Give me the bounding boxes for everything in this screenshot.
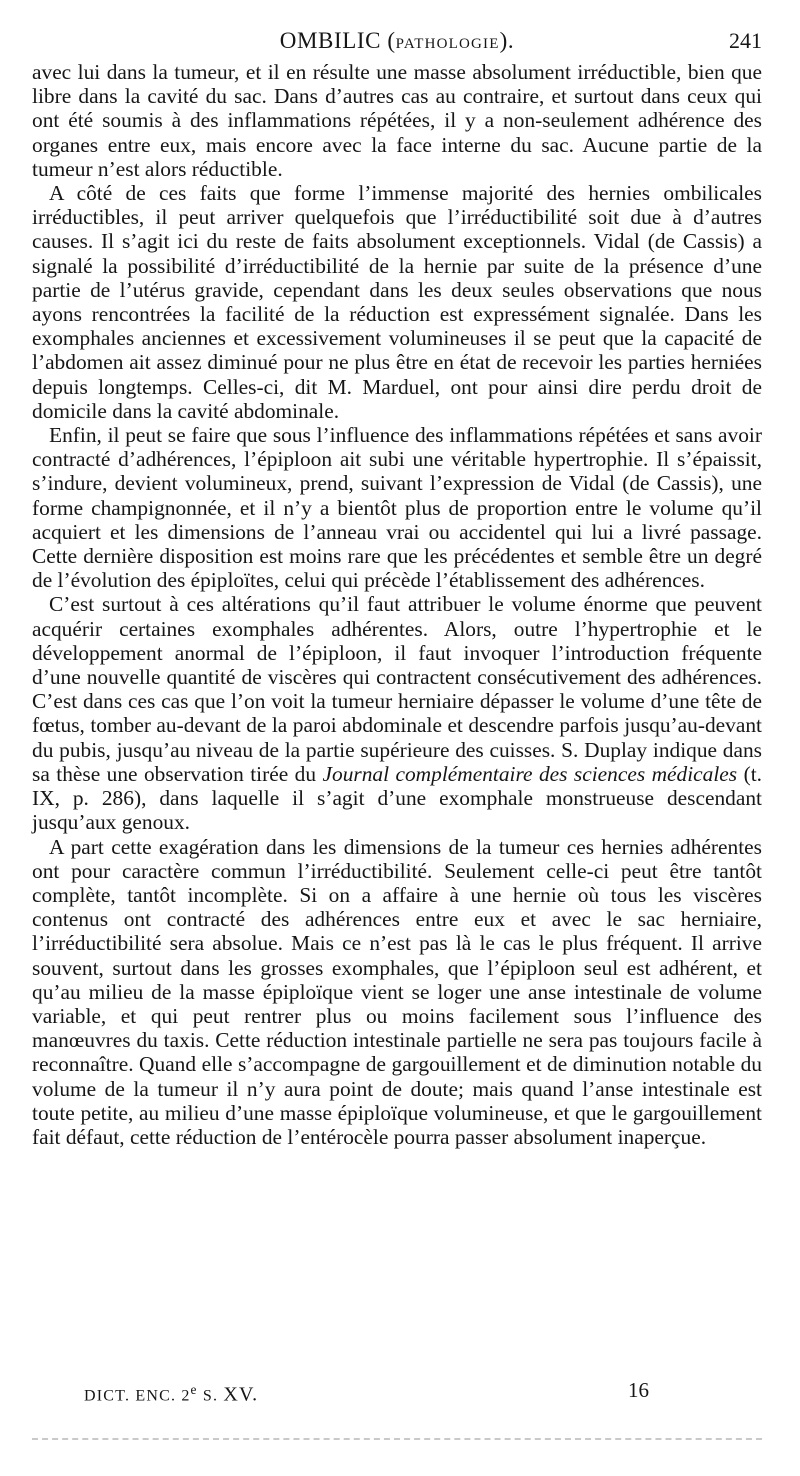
signature-superscript: e (190, 1382, 198, 1397)
paragraph (32, 60, 762, 181)
body-text (32, 60, 762, 1149)
paragraph-text: C’est surtout à ces altérations qu’il faut attribuer le volume énorme que peuvent acquérir certaines exomphales adhérentes. Alors, outre l’hypertrophie et le développement anormal de l’épiploon, il faut invoquer l’introduction fréquente d’une nouvelle quantité de viscères qui contractent consécutivement des adhérences. C’est dans ces cas que l’on voit la tumeur herniaire dépasser le volume d’une tête de fœtus, tomber au-devant de la paroi abdominale et descendre parfois jusqu’au-devant du pubis, jusqu’au niveau de la partie supérieure des cuisses. S. Duplay indique dans sa thèse une observation tirée du (32, 592, 762, 786)
paragraph-text: Enfin, il peut se faire que sous l’influence des inflammations répétées et sans avoir contracté d’adhérences, l’épiploon ait subi une véritable hypertrophie. Il s’épaissit, s’indure, devient volumineux, prend, suivant l’expression de Vidal (de Cassis), une forme champignonnée, et il n’y a bientôt plus de proportion entre le volume qu’il acquiert et les dimensions de l’anneau vrai ou accidentel qui lui a livré passage. Cette dernière disposition est moins rare que les précédentes et semble être un degré de l’évolution des épiploïtes, celui qui précède l’établissement des adhérences. (32, 423, 762, 593)
page-number: 241 (729, 28, 762, 53)
page-footer (32, 1378, 762, 1408)
running-title-main: OMBILIC ( (279, 28, 396, 53)
printer-signature (84, 1382, 258, 1406)
signature-volume: XV. (223, 1383, 259, 1406)
running-head (32, 26, 762, 56)
signature-series: S. (197, 1387, 224, 1405)
paragraph-text: avec lui dans la tumeur, et il en résulte une masse absolument irréductible, bien que libre dans la cavité du sac. Dans d’autres cas au contraire, et surtout dans ceux qui ont été soumis à des inflammations répétées, il y a non-seulement adhérence des organes entre eux, mais encore avec la face interne du sac. Aucune partie de la tumeur n’est alors réductible. (32, 60, 762, 181)
paragraph-text: (t. IX, p. 286), dans laquelle il s’agit d’une exomphale monstrueuse descendant jusqu’aux genoux. (32, 761, 762, 835)
running-title-subject: PATHOLOGIE (395, 36, 500, 52)
signature-text: DICT. ENC. 2 (84, 1387, 191, 1405)
paragraph (32, 592, 762, 834)
paragraph (32, 181, 762, 423)
paragraph-text: A part cette exagération dans les dimensions de la tumeur ces hernies adhérentes ont pour caractère commun l’irréductibilité. Seulement celle-ci peut être tantôt complète, tantôt incomplète. Si on a affaire à une hernie où tous les viscères contenus ont contracté des adhérences entre eux et avec le sac herniaire, l’irréductibilité sera absolue. Mais ce n’est pas là le cas le plus fréquent. Il arrive souvent, surtout dans les grosses exomphales, que l’épiploon seul est adhérent, et qu’au milieu de la masse épiploïque vient se loger une anse intestinale de volume variable, et qui peut rentrer plus ou moins facilement sous l’influence des manœuvres du taxis. Cette réduction intestinale partielle ne sera pas toujours facile à reconnaître. Quand elle s’accompagne de gargouillement et de diminution notable du volume de la tumeur il n’y aura point de doute; mais quand l’anse intestinale est toute petite, au milieu d’une masse épiploïque volumineuse, et que le gargouillement fait défaut, cette réduction de l’entérocèle pourra passer absolument inaperçue. (32, 834, 762, 1149)
book-page (32, 26, 762, 1149)
paragraph-text: A côté de ces faits que forme l’immense majorité des hernies ombilicales irréductibles, il peut arriver quelquefois que l’irréductibilité soit due à d’autres causes. Il s’agit ici du reste de faits absolument exceptionnels. Vidal (de Cassis) a signalé la possibilité d’irréductibilité de la hernie par suite de la présence d’une partie de l’utérus gravide, cependant dans les deux seules observations que nous ayons rencontrées la facilité de la réduction est expressément signalée. Dans les exomphales anciennes et excessivement volumineuses il se peut que la capacité de l’abdomen ait assez diminué pour ne plus être en état de recevoir les parties herniées depuis longtemps. Celles-ci, dit M. Marduel, ont pour ainsi dire perdu droit de domicile dans la cavité abdominale. (32, 181, 762, 423)
running-title (32, 28, 762, 54)
paragraph (32, 835, 762, 1150)
paragraph (32, 423, 762, 592)
running-title-close: ). (499, 28, 515, 53)
sheet-number: 16 (628, 1378, 649, 1402)
scan-edge-marks (32, 1438, 762, 1448)
italic-citation: Journal complémentaire des sciences médicales (322, 761, 738, 786)
